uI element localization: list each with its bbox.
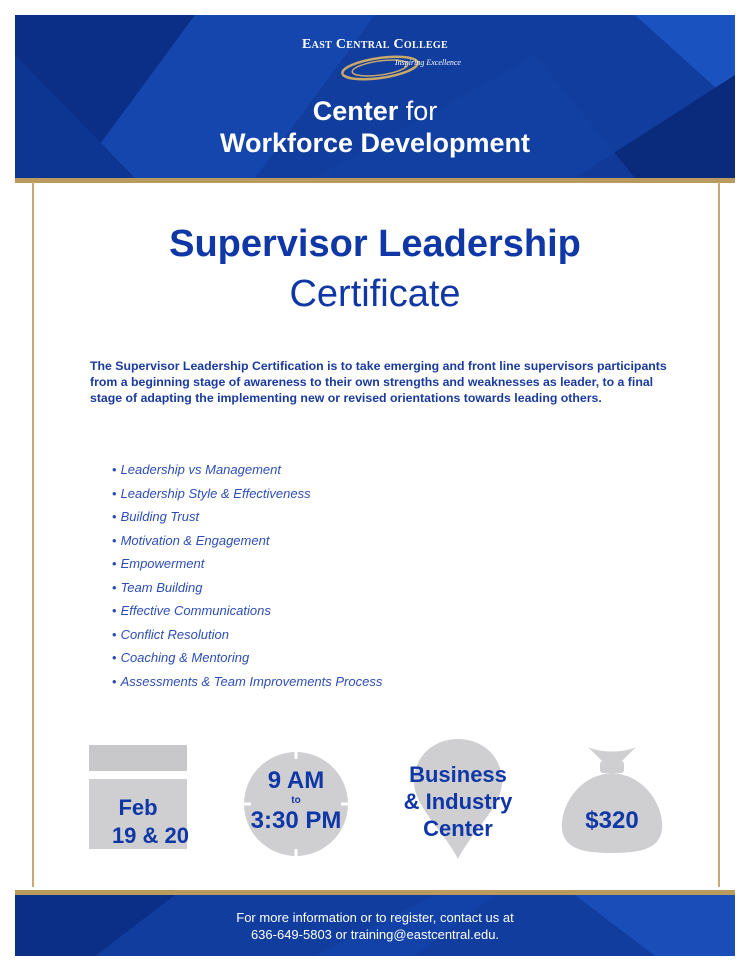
topic-label: Motivation & Engagement: [120, 532, 270, 548]
footer-banner: [15, 895, 735, 956]
center-word: Center: [312, 96, 399, 126]
department-title: [15, 95, 735, 159]
bullet-icon: •: [112, 603, 117, 618]
workforce-development: Workforce Development: [219, 128, 531, 158]
time-to: to: [291, 795, 301, 806]
topic-item: [112, 484, 382, 508]
bullet-icon: •: [112, 532, 117, 548]
bullet-icon: •: [112, 579, 117, 595]
page-title: Supervisor Leadership: [169, 223, 581, 265]
topic-item: [112, 578, 382, 602]
event-details: [0, 735, 750, 865]
clock-icon: [243, 751, 349, 857]
contact-info: [15, 909, 735, 943]
page-subtitle: Certificate: [289, 273, 461, 315]
date-month: Feb: [118, 795, 158, 820]
calendar-header: [89, 745, 187, 771]
price: $320: [585, 807, 639, 834]
topic-item: [112, 672, 382, 696]
topic-item: [112, 625, 382, 649]
college-tagline: Inspiring Excellence: [395, 58, 461, 67]
location-line2: & Industry: [403, 789, 513, 814]
topic-label: Leadership Style & Effectiveness: [120, 485, 311, 501]
topic-label: Building Trust: [120, 509, 200, 524]
contact-line1: For more information or to register, contact us at: [236, 910, 514, 925]
topic-item: [112, 601, 382, 625]
bullet-icon: •: [112, 509, 117, 524]
topic-list: [112, 460, 382, 695]
topic-label: Leadership vs Management: [120, 462, 281, 477]
topic-item: [112, 460, 382, 484]
bullet-icon: •: [112, 650, 117, 665]
calendar-icon: [89, 745, 187, 849]
topic-label: Team Building: [120, 579, 203, 595]
header-banner: [15, 15, 735, 178]
topic-label: Effective Communications: [120, 603, 271, 618]
money-bag-icon: [558, 737, 666, 855]
program-description: The Supervisor Leadership Certification is to take emerging and front line supervisors participants from a beginning stage of awareness to their own strengths and weaknesses as leader, to a final stage of adapting the implementing new or revised orientations towards leading others.: [90, 359, 667, 405]
time-start: 9 AM: [267, 767, 325, 794]
bullet-icon: •: [112, 626, 117, 642]
bullet-icon: •: [112, 462, 117, 477]
bullet-icon: •: [112, 556, 117, 571]
location-line1: Business: [409, 762, 507, 787]
time-end: 3:30 PM: [250, 807, 342, 834]
topic-label: Conflict Resolution: [120, 626, 229, 642]
contact-line2: 636-649-5803 or training@eastcentral.edu.: [250, 927, 500, 942]
topic-item: [112, 648, 382, 672]
bag-shape: [558, 737, 666, 855]
college-logo: [15, 37, 735, 53]
location-line3: Center: [423, 816, 493, 841]
date-days: 19 & 20: [111, 823, 189, 848]
location-pin-icon: [388, 735, 528, 865]
topic-item: [112, 554, 382, 578]
bullet-icon: •: [112, 485, 117, 501]
topic-label: Coaching & Mentoring: [120, 650, 250, 665]
for-word: for: [405, 96, 438, 126]
topic-item: [112, 531, 382, 555]
topic-item: [112, 507, 382, 531]
topic-label: Assessments & Team Improvements Process: [120, 673, 383, 689]
topic-label: Empowerment: [120, 556, 205, 571]
bullet-icon: •: [112, 673, 117, 689]
location-name: [388, 761, 528, 842]
college-name: East Central College: [302, 37, 448, 52]
